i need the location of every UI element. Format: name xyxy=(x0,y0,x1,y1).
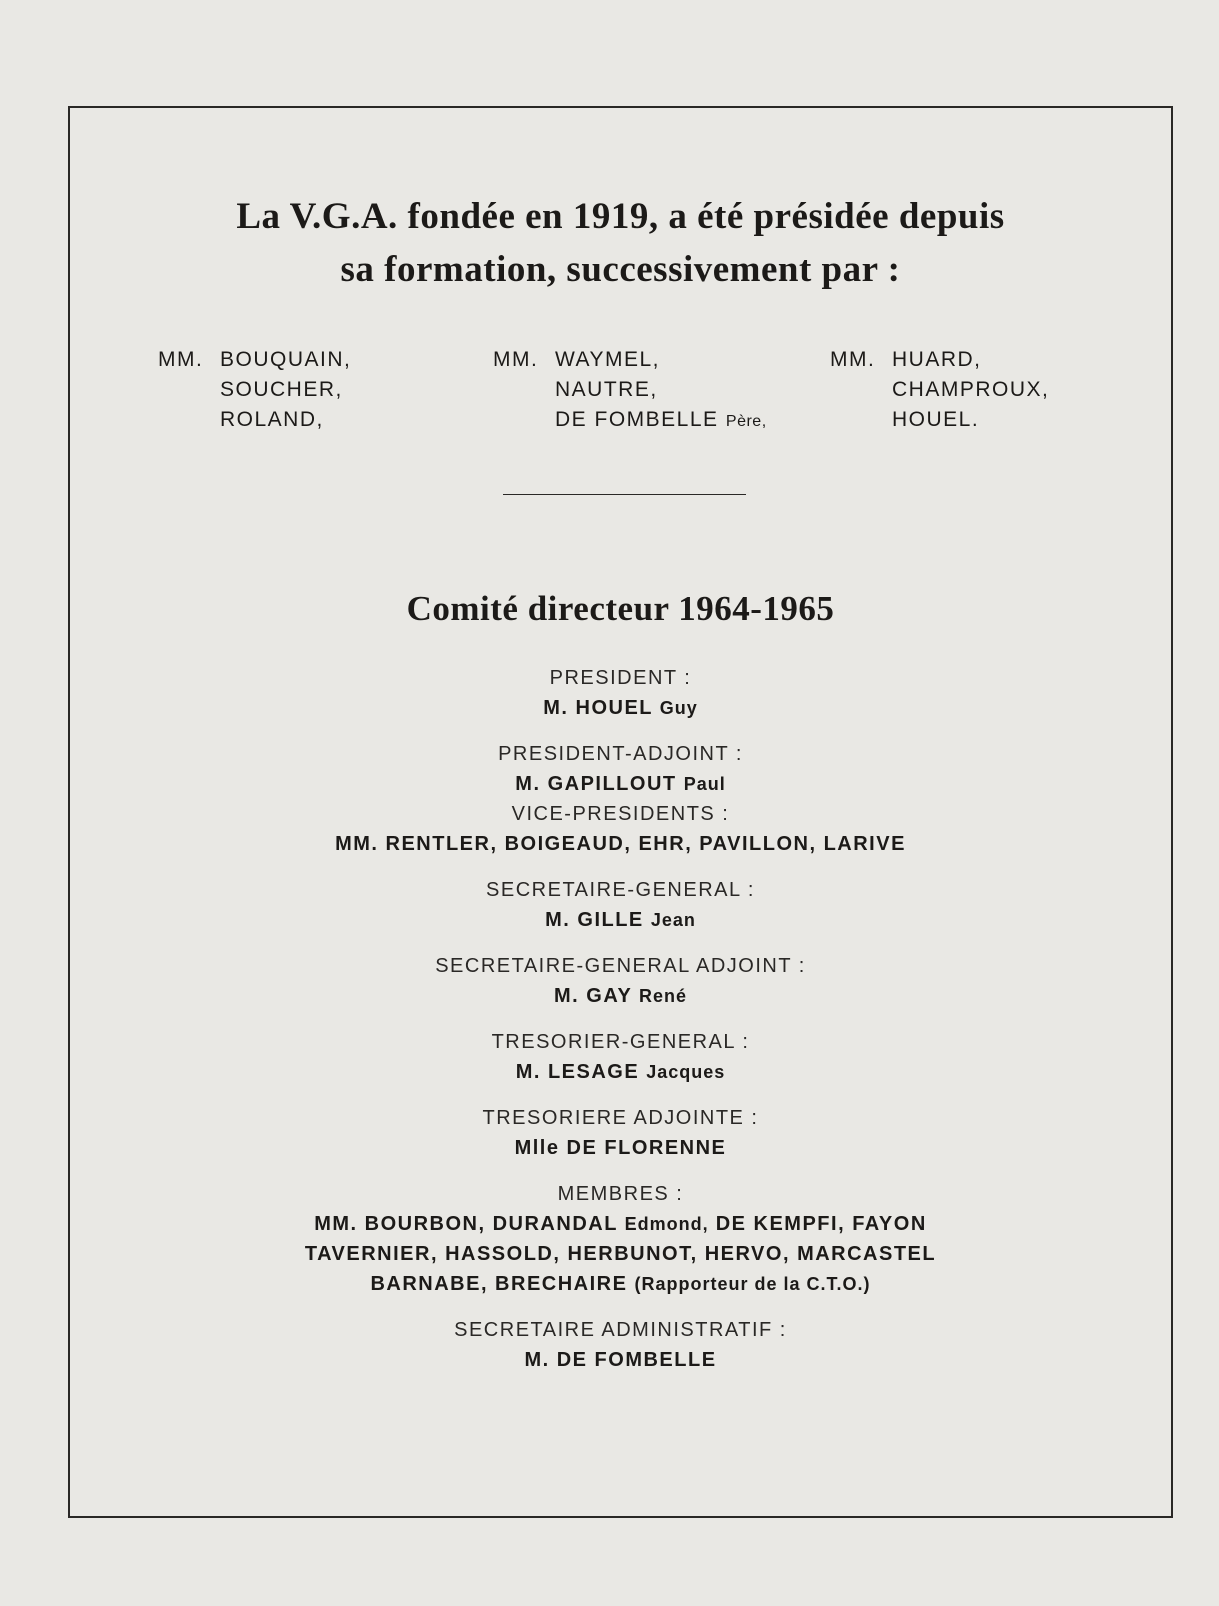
role-label: TRESORIERE ADJOINTE : xyxy=(482,1107,759,1129)
president-name: CHAMPROUX, xyxy=(892,378,1050,401)
comite-title: Comité directeur 1964-1965 xyxy=(406,589,835,628)
role-label: SECRETAIRE-GENERAL ADJOINT : xyxy=(435,955,806,977)
president-name: HOUEL. xyxy=(892,408,980,431)
president-name: BOUQUAIN, xyxy=(220,348,352,371)
person-name: M. GAPILLOUT Paul xyxy=(515,773,726,795)
heading-line-1: La V.G.A. fondée en 1919, a été présidée depuis xyxy=(236,196,1005,237)
prefix: MM. xyxy=(830,348,876,371)
member-names-line: TAVERNIER, HASSOLD, HERBUNOT, HERVO, MARCASTEL xyxy=(304,1243,937,1265)
president-name: HUARD, xyxy=(892,348,982,371)
presidents-list xyxy=(0,345,1219,445)
role-label: MEMBRES : xyxy=(557,1183,684,1205)
committee-list xyxy=(68,663,1173,1375)
president-name: SOUCHER, xyxy=(220,378,343,401)
person-name: Mlle DE FLORENNE xyxy=(514,1137,727,1159)
role-label: PRESIDENT-ADJOINT : xyxy=(498,743,743,765)
role-label: TRESORIER-GENERAL : xyxy=(491,1031,750,1053)
heading-line-2: sa formation, successivement par : xyxy=(340,249,901,290)
role-label: SECRETAIRE ADMINISTRATIF : xyxy=(454,1319,787,1341)
president-name: NAUTRE, xyxy=(555,378,658,401)
person-name: M. DE FOMBELLE xyxy=(524,1349,717,1371)
role-label: PRESIDENT : xyxy=(549,667,692,689)
person-name: M. HOUEL Guy xyxy=(543,697,698,719)
person-name: MM. RENTLER, BOIGEAUD, EHR, PAVILLON, LARIVE xyxy=(335,833,906,855)
person-name: M. GILLE Jean xyxy=(545,909,696,931)
role-label: VICE-PRESIDENTS : xyxy=(511,803,730,825)
president-name: WAYMEL, xyxy=(555,348,661,371)
person-name: M. GAY René xyxy=(554,985,687,1007)
section-divider xyxy=(503,494,746,495)
page-heading xyxy=(68,190,1173,296)
person-name: M. LESAGE Jacques xyxy=(515,1061,726,1083)
president-name: DE FOMBELLE xyxy=(555,408,719,431)
member-names-line: BARNABE, BRECHAIRE (Rapporteur de la C.T.O.) xyxy=(370,1273,871,1295)
prefix: MM. xyxy=(493,348,539,371)
prefix: MM. xyxy=(158,348,204,371)
role-label: SECRETAIRE-GENERAL : xyxy=(486,879,755,901)
president-suffix: Père, xyxy=(725,413,767,430)
president-name: ROLAND, xyxy=(220,408,324,431)
member-names-line: MM. BOURBON, DURANDAL Edmond, DE KEMPFI, FAYON xyxy=(314,1213,927,1235)
